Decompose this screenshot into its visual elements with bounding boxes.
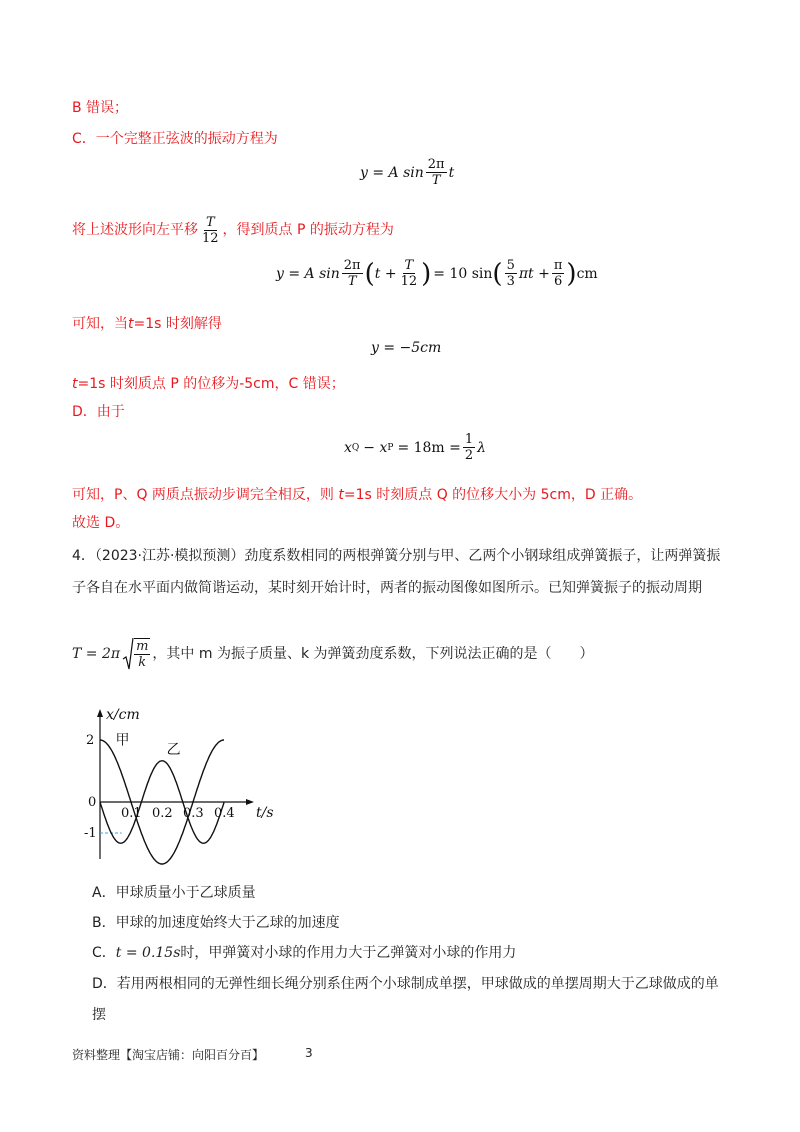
y-tick-0: 0 [88,795,97,810]
x-tick-0.2: 0.2 [152,806,173,821]
answer-shift-line: 将上述波形向左平移 $\frac{T}{12}$ ，得到质点 P 的振动方程为 [72,214,394,246]
series-label-yi: 乙 [166,741,181,758]
page-number: 3 [305,1046,313,1060]
equation-1: y = A sin $\frac{2\pi}{T}$ t [360,157,455,188]
answer-b-wrong: B 错误； [72,100,129,116]
answer-conclusion: 可知，P、Q 两质点振动步调完全相反，则 t=1s 时刻质点 Q 的位移大小为 5cm，D 正确。 [72,487,643,503]
option-b: B．甲球的加速度始终大于乙球的加速度 [92,915,340,931]
footer-source: 资料整理【淘宝店铺：向阳百分百】 [72,1048,265,1062]
y-axis-arrow [97,709,103,717]
y-tick-neg1: -1 [84,826,97,841]
answer-solve-line: 可知，当t=1s 时刻解得 [72,316,222,332]
option-d-line-1: D．若用两根相同的无弹性细长绳分别系住两个小球制成单摆，甲球做成的单摆周期大于乙球做成的单 [92,976,719,992]
question-line-2: 子各自在水平面内做简谐运动，某时刻开始计时，两者的振动图像如图所示。已知弹簧振子的振动周期 [72,580,702,596]
equation-3: y = −5cm [371,340,442,356]
question-period-line: T = 2π $\frac{m}{k}$ ，其中 m 为振子质量、k 为弹簧劲度系数，下列说法正确的是（ ） [72,639,594,670]
y-tick-2: 2 [86,733,95,748]
x-tick-0.3: 0.3 [183,806,204,821]
question-line-1: 4．（2023·江苏·模拟预测）劲度系数相同的两根弹簧分别与甲、乙两个小钢球组成弹簧振子，让两弹簧振 [72,548,721,564]
series-label-jia: 甲 [115,732,130,749]
vibration-chart [82,705,312,865]
option-a: A．甲球质量小于乙球质量 [92,885,256,901]
answer-choice: 故选 D。 [72,515,130,531]
equation-4: x Q − x P = 18m = $\frac{1}{2}$ λ [344,432,487,463]
x-axis-arrow [246,799,254,805]
answer-c-intro: C．一个完整正弦波的振动方程为 [72,131,278,147]
answer-result-line: t=1s 时刻质点 P 的位移为-5cm，C 错误； [72,376,345,392]
y-axis-label: x/cm [106,707,140,723]
option-d-line-2: 摆 [92,1007,106,1023]
x-tick-0.1: 0.1 [121,806,142,821]
sqrt-formula: $\frac{m}{k}$ [120,637,152,671]
answer-d-intro: D．由于 [72,404,125,420]
x-axis-label: t/s [256,805,274,821]
x-tick-0.4: 0.4 [214,806,235,821]
equation-2: y = A sin $\frac{2\pi}{T}$ ( t + $\frac{T}{12}$ ) = 10 sin ( $\frac{5}{3}$ πt + $\frac{\pi}{6}$ ) cm [276,258,598,289]
option-c: C．t = 0.15s时，甲弹簧对小球的作用力大于乙弹簧对小球的作用力 [92,945,517,961]
